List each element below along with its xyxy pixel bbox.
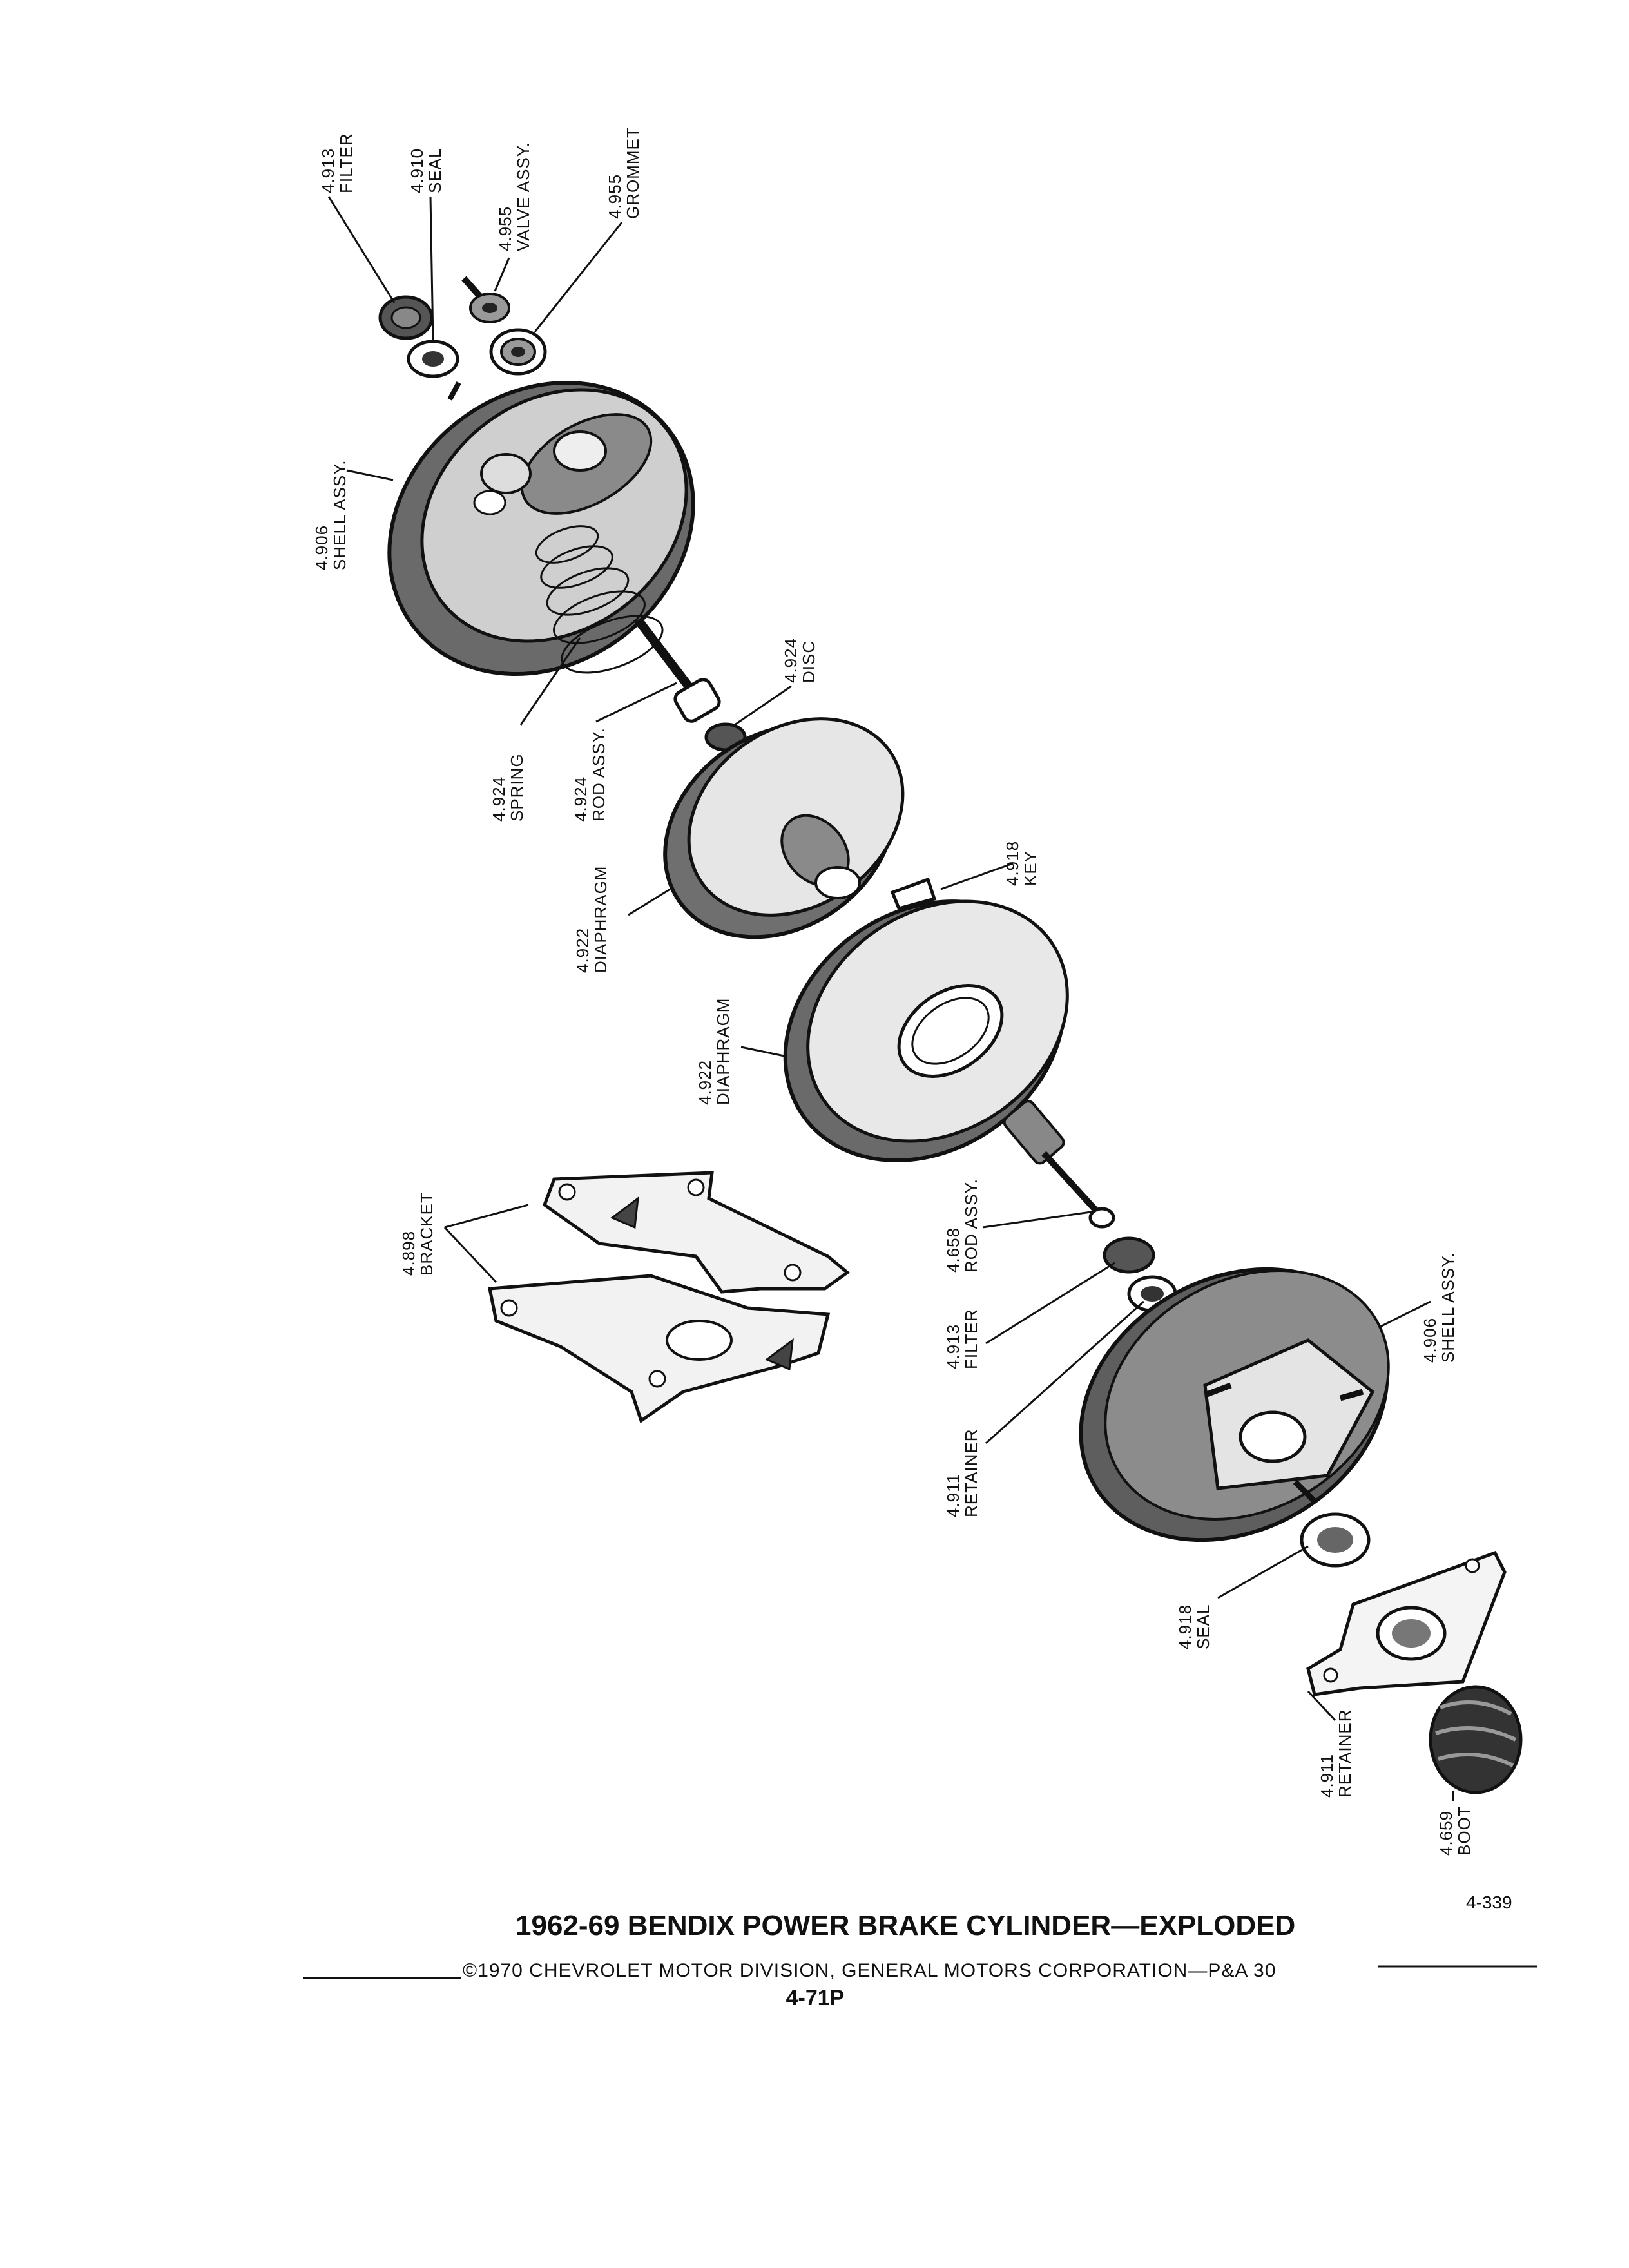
label-disc	[781, 638, 818, 683]
label-rod-assy-top	[571, 727, 608, 822]
svg-text:RETAINER: RETAINER	[961, 1428, 981, 1517]
svg-text:4.913: 4.913	[943, 1323, 963, 1369]
seal-top-part	[409, 341, 458, 376]
svg-text:SEAL: SEAL	[1193, 1604, 1213, 1649]
boot-part	[1431, 1687, 1521, 1792]
label-rod-assy-lower	[943, 1178, 981, 1273]
filter-lower-part	[1104, 1238, 1153, 1272]
retainer-plate-part	[1308, 1553, 1505, 1695]
label-spring	[489, 753, 526, 822]
svg-text:4.659: 4.659	[1436, 1810, 1456, 1856]
svg-text:4.918: 4.918	[1003, 840, 1022, 886]
label-shell-assy-top	[312, 460, 349, 570]
svg-text:KEY: KEY	[1021, 850, 1040, 886]
label-retainer-1	[943, 1428, 981, 1517]
svg-text:4.922: 4.922	[573, 927, 592, 973]
svg-text:4.922: 4.922	[695, 1059, 715, 1105]
label-diaphragm-1	[573, 866, 610, 973]
copyright-line: ©1970 CHEVROLET MOTOR DIVISION, GENERAL MOTORS CORPORATION—P&A 30	[463, 1960, 1277, 1981]
label-grommet	[605, 127, 642, 219]
page-title: 1962-69 BENDIX POWER BRAKE CYLINDER—EXPLODED	[516, 1910, 1296, 1941]
svg-text:FILTER: FILTER	[961, 1309, 981, 1369]
svg-text:4.924: 4.924	[571, 776, 590, 822]
svg-text:ROD ASSY.: ROD ASSY.	[961, 1178, 981, 1273]
svg-text:4.658: 4.658	[943, 1227, 963, 1273]
svg-text:VALVE ASSY.: VALVE ASSY.	[514, 142, 533, 251]
svg-text:4.918: 4.918	[1175, 1604, 1195, 1649]
svg-text:DISC: DISC	[799, 640, 818, 683]
rod-assy-top-part	[638, 620, 722, 724]
page-number: 4-71P	[786, 1986, 845, 2010]
filter-top-part	[380, 297, 432, 338]
svg-text:SHELL ASSY.: SHELL ASSY.	[1438, 1252, 1458, 1363]
bracket-part	[490, 1173, 847, 1421]
seal-lower-part	[1302, 1514, 1369, 1566]
label-filter-top	[318, 133, 356, 193]
grommet-part	[491, 330, 545, 374]
svg-text:SPRING: SPRING	[507, 753, 526, 822]
figure-number: 4-339	[1466, 1892, 1512, 1912]
svg-text:DIAPHRAGM: DIAPHRAGM	[713, 997, 733, 1105]
svg-text:4.955: 4.955	[605, 173, 624, 219]
svg-text:4.911: 4.911	[943, 1473, 963, 1517]
svg-text:RETAINER: RETAINER	[1335, 1709, 1354, 1798]
label-shell-assy-lower	[1420, 1253, 1458, 1363]
svg-text:BOOT: BOOT	[1454, 1805, 1474, 1856]
label-diaphragm-2	[695, 998, 733, 1105]
svg-text:4.910: 4.910	[407, 148, 427, 193]
svg-text:SHELL ASSY.: SHELL ASSY.	[330, 459, 349, 570]
rod-assy-lower-part	[1002, 1099, 1113, 1227]
svg-text:4.906: 4.906	[1420, 1317, 1440, 1363]
svg-text:BRACKET: BRACKET	[417, 1192, 436, 1276]
svg-text:4.911: 4.911	[1317, 1753, 1336, 1798]
label-seal-top	[407, 148, 445, 194]
svg-text:GROMMET: GROMMET	[623, 127, 642, 219]
svg-text:SEAL: SEAL	[425, 148, 445, 193]
shell-assy-lower-part	[1032, 1215, 1436, 1594]
svg-text:4.898: 4.898	[399, 1230, 418, 1276]
svg-text:4.924: 4.924	[781, 637, 800, 683]
label-retainer-2	[1317, 1709, 1354, 1798]
svg-text:DIAPHRAGM: DIAPHRAGM	[591, 865, 610, 973]
svg-text:4.955: 4.955	[496, 206, 515, 251]
svg-text:4.924: 4.924	[489, 776, 508, 822]
svg-text:4.913: 4.913	[318, 148, 338, 193]
label-boot	[1436, 1805, 1474, 1856]
shell-assy-top-part	[331, 323, 752, 735]
label-valve-assy	[496, 142, 533, 251]
svg-text:4.906: 4.906	[312, 524, 331, 570]
label-key	[1003, 841, 1040, 886]
svg-text:FILTER: FILTER	[336, 133, 356, 193]
valve-assy-part	[464, 278, 509, 322]
label-filter-lower	[943, 1309, 981, 1369]
label-seal-lower	[1175, 1604, 1213, 1650]
svg-text:ROD ASSY.: ROD ASSY.	[589, 727, 608, 822]
label-bracket	[399, 1192, 436, 1276]
